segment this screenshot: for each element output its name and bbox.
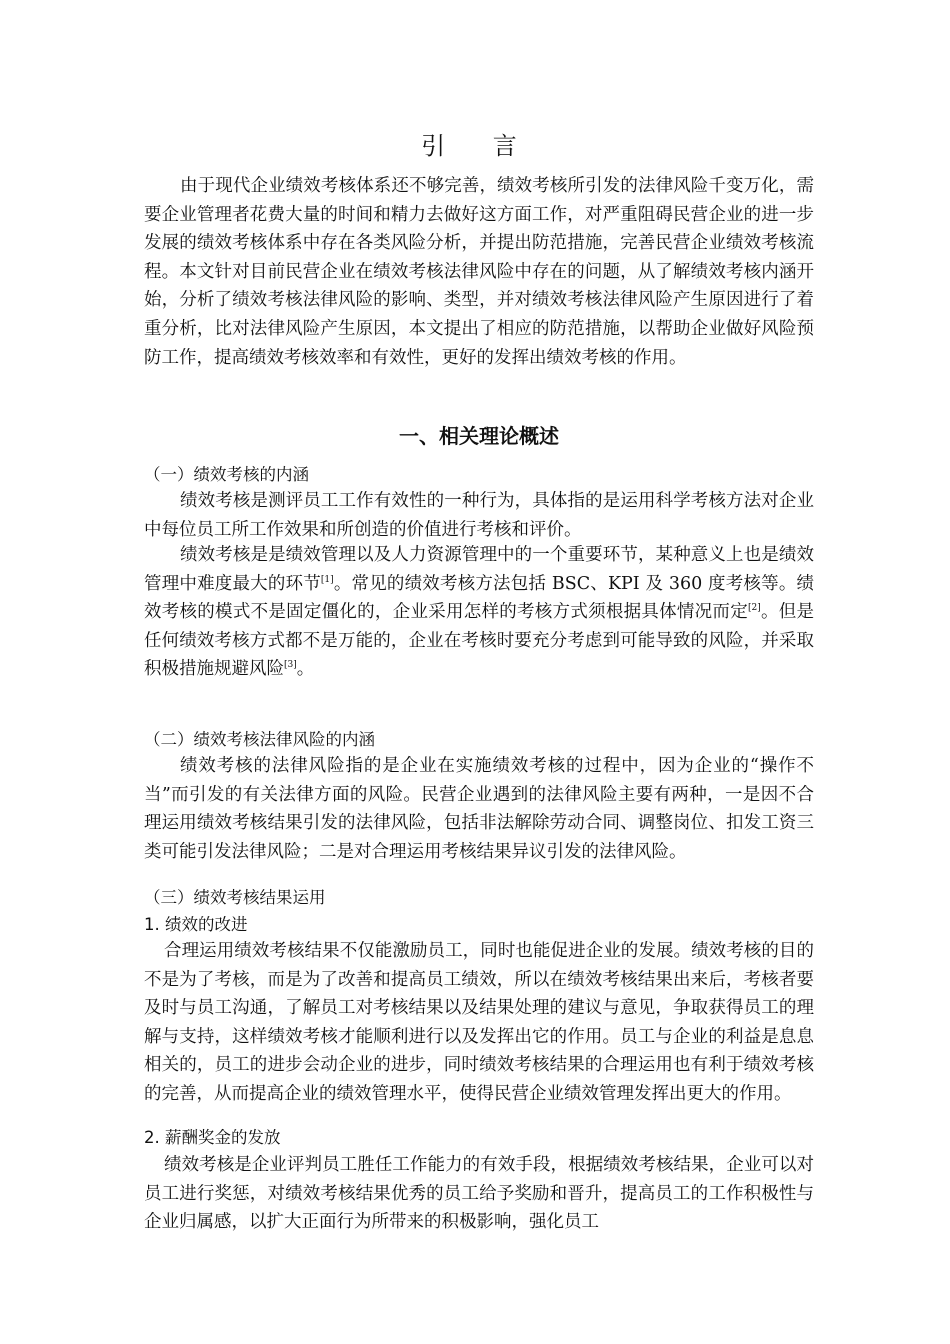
section1-p2-text-b: 。常见的绩效考核方法包括 BSC、KPI 及 360 度考核等。绩效考核的模式不是固定僵化的，企业采用怎样的考核方式须根据具体情况而定 — [144, 573, 815, 623]
subsection2-paragraph: 绩效考核是企业评判员工胜任工作能力的有效手段，根据绩效考核结果，企业可以对员工进行奖惩，对绩效考核结果优秀的员工给予奖励和晋升，提高员工的工作积极性与企业归属感，以扩大正面行为所带来的积极影响，强化员工 — [144, 1155, 814, 1233]
subsection-heading-2: 2. 薪酬奖金的发放 — [144, 1128, 281, 1147]
citation-3: [3] — [284, 660, 297, 671]
section1-p2-text-d: 。 — [296, 659, 315, 680]
section-heading-1: （一）绩效考核的内涵 — [144, 465, 309, 484]
section-heading-3: （三）绩效考核结果运用 — [144, 888, 326, 907]
intro-paragraph: 由于现代企业绩效考核体系还不够完善，绩效考核所引发的法律风险千变万化，需要企业管理者花费大量的时间和精力去做好这方面工作，对严重阻碍民营企业的进一步发展的绩效考核体系中存在各类风险分析，并提出防范措施，完善民营企业绩效考核流程。本文针对目前民营企业在绩效考核法律风险中存在的问题，从了解绩效考核内涵开始，分析了绩效考核法律风险的影响、类型，并对绩效考核法律风险产生原因进行了着重分析，比对法律风险产生原因，本文提出了相应的防范措施，以帮助企业做好风险预防工作，提高绩效考核效率和有效性，更好的发挥出绩效考核的作用。 — [144, 176, 814, 368]
section-heading-2: （二）绩效考核法律风险的内涵 — [144, 730, 375, 749]
chapter-title: 一、相关理论概述 — [399, 424, 559, 448]
subsection-heading-1: 1. 绩效的改进 — [144, 915, 248, 934]
section1-p2-text-a: 绩效考核是是绩效管理以及人力资源管理中的一个重要环节，某种意义上也是绩效管理中难度最大的环节 — [144, 545, 814, 594]
section2-paragraph-1: 绩效考核的法律风险指的是企业在实施绩效考核的过程中，因为企业的“操作不当”而引发的有关法律方面的风险。民营企业遇到的法律风险主要有两种，一是因不合理运用绩效考核结果引发的法律风险，包括非法解除劳动合同、调整岗位、扣发工资三类可能引发法律风险；二是对合理运用考核结果异议引发的法律风险。 — [144, 756, 814, 862]
section1-p2-text-c: 。但是任何绩效考核方式都不是万能的，企业在考核时要充分考虑到可能导致的风险，并采取积极措施规避风险 — [144, 602, 815, 680]
citation-1: [1] — [320, 574, 334, 585]
section1-paragraph-1: 绩效考核是测评员工工作有效性的一种行为，具体指的是运用科学考核方法对企业中每位员工所工作效果和所创造的价值进行考核和评价。 — [144, 491, 814, 540]
subsection1-paragraph: 合理运用绩效考核结果不仅能激励员工，同时也能促进企业的发展。绩效考核的目的不是为了考核，而是为了改善和提高员工绩效，所以在绩效考核结果出来后，考核者要及时与员工沟通，了解员工对考核结果以及结果处理的建议与意见，争取获得员工的理解与支持，这样绩效考核才能顺利进行以及发挥出它的作用。员工与企业的利益是息息相关的，员工的进步会动企业的进步，同时绩效考核结果的合理运用也有利于绩效考核的完善，从而提高企业的绩效管理水平，使得民营企业绩效管理发挥出更大的作用。 — [144, 941, 814, 1104]
section1-paragraph-2 — [144, 541, 814, 684]
citation-2: [2] — [747, 603, 761, 614]
intro-title: 引 言 — [421, 132, 537, 160]
